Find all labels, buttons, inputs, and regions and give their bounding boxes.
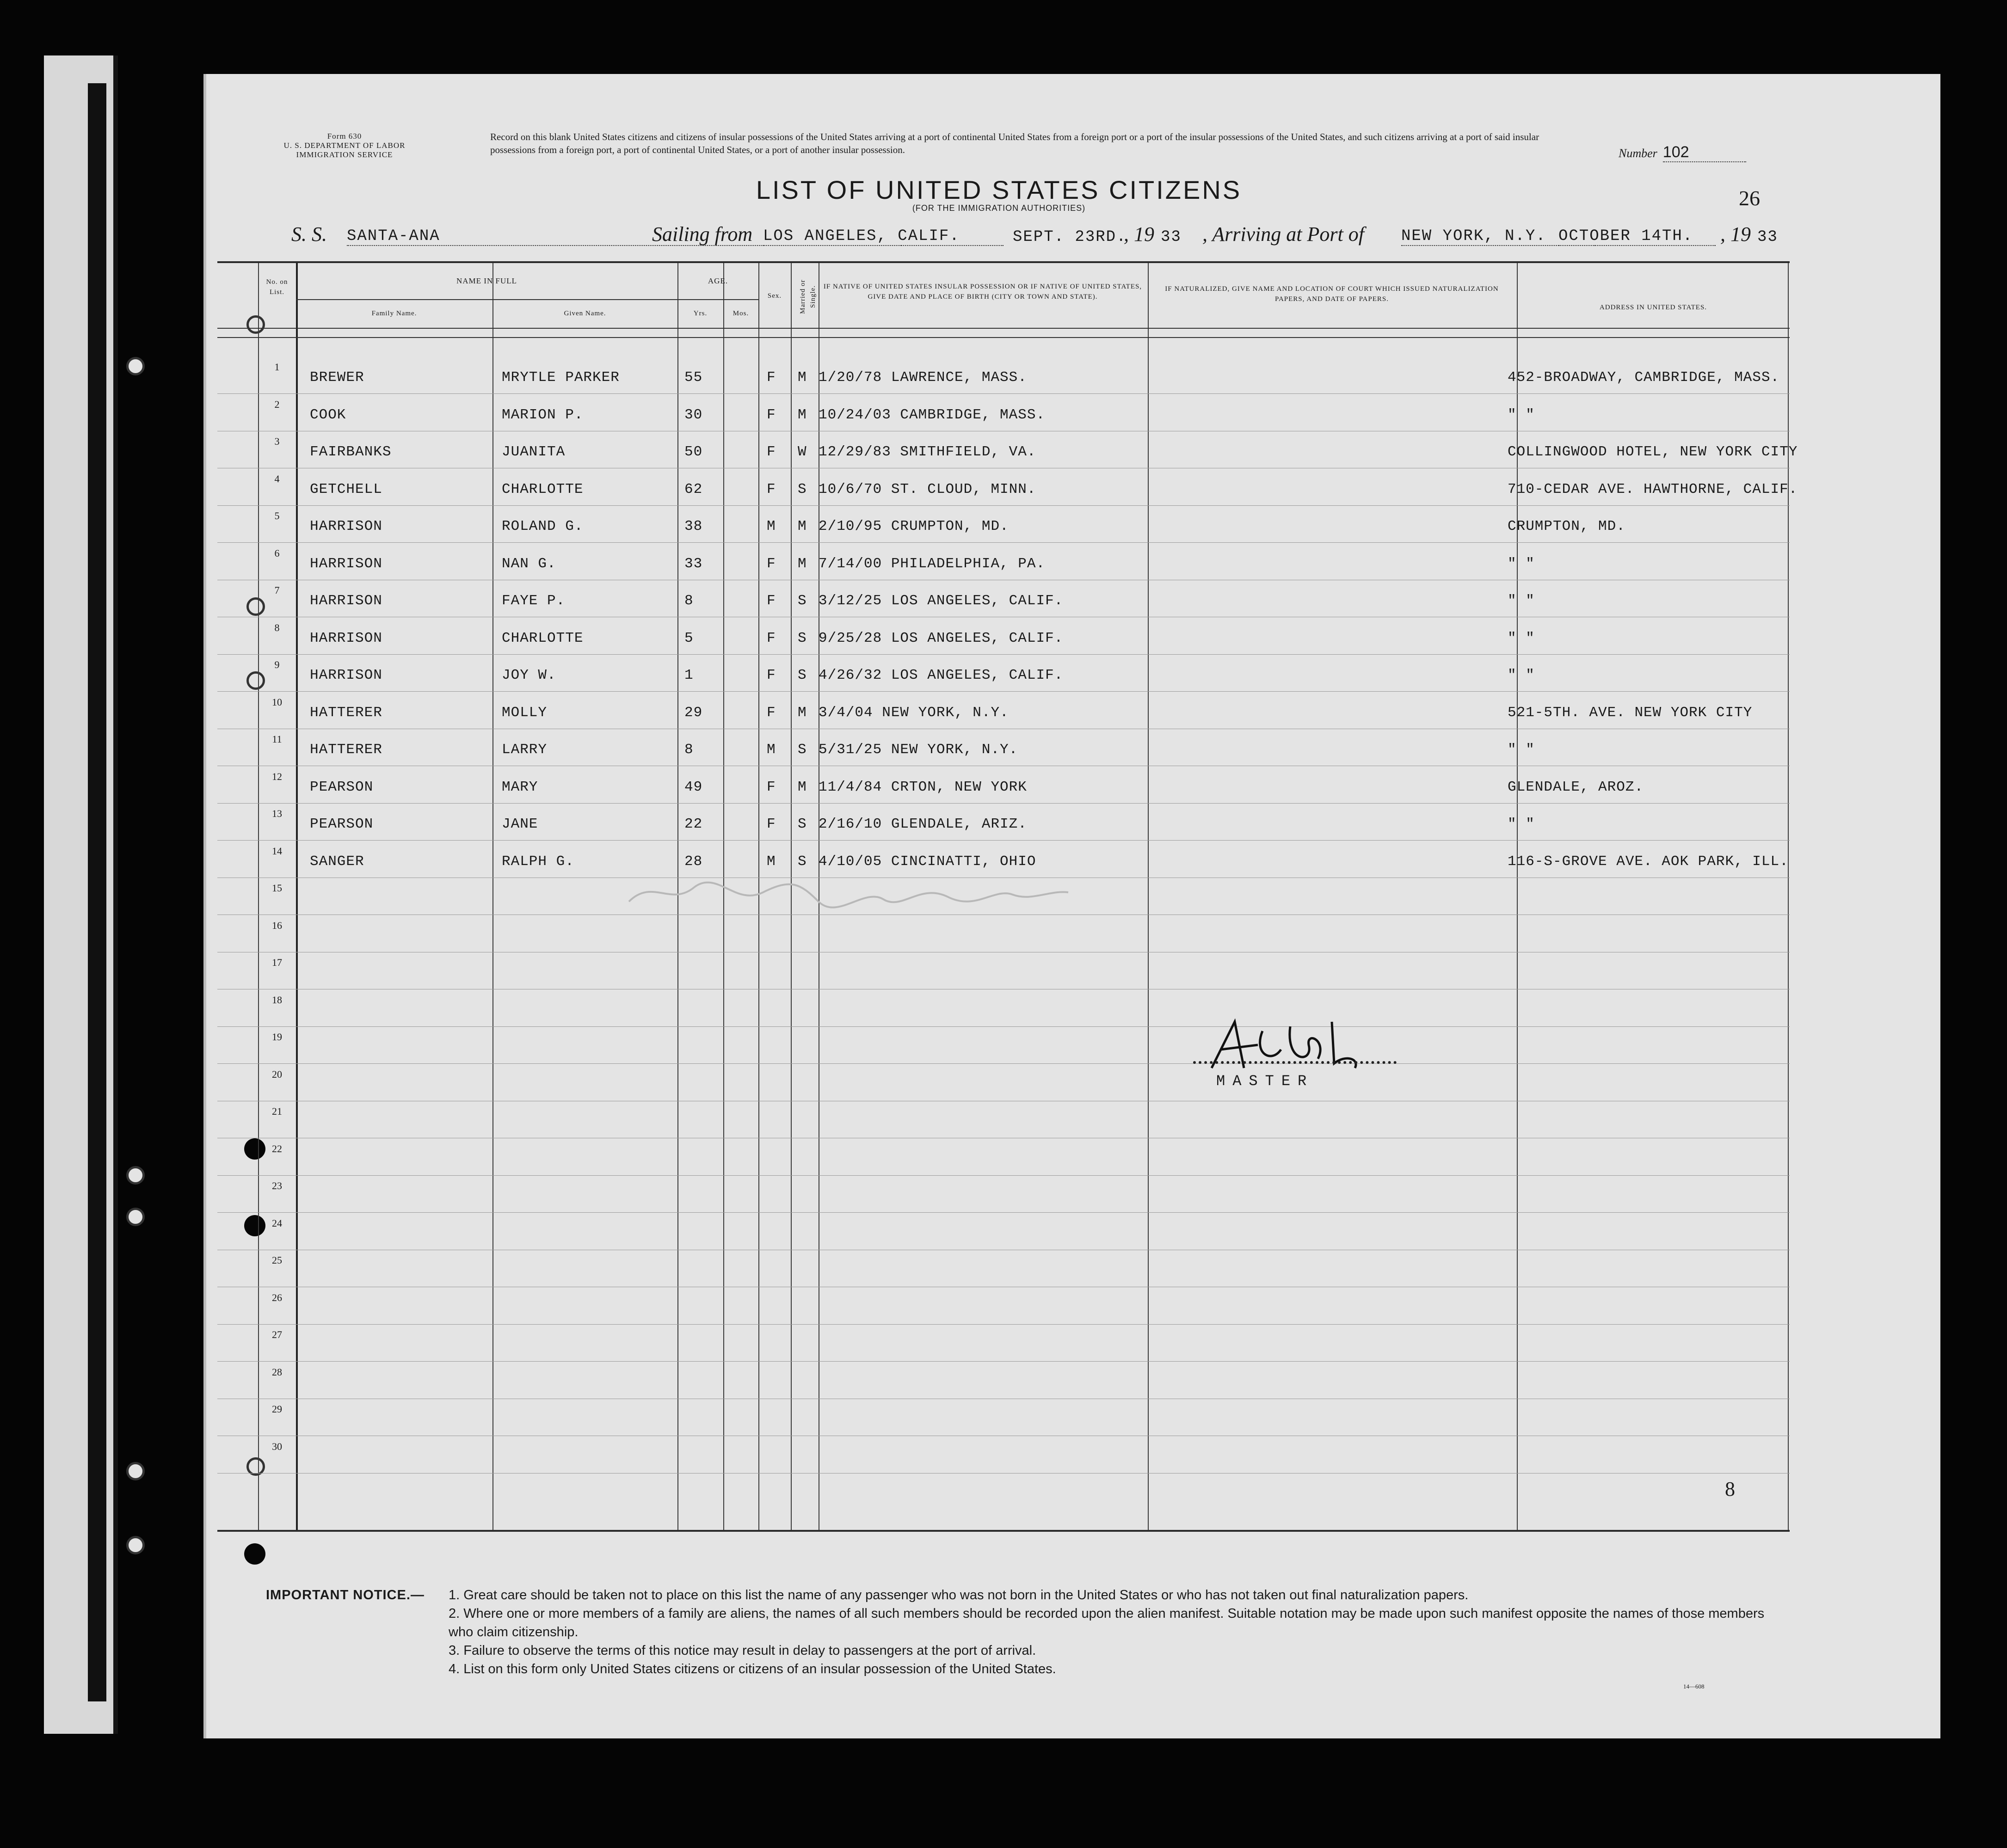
- given-name: RALPH G.: [502, 853, 574, 870]
- marital-status: M: [798, 518, 807, 534]
- page-mark: 8: [1725, 1478, 1735, 1500]
- birth-date-place: 3/4/04 NEW YORK, N.Y.: [819, 704, 1009, 721]
- birth-date-place: 2/16/10 GLENDALE, ARIZ.: [819, 816, 1027, 832]
- sex: F: [767, 593, 776, 609]
- row-rule: [217, 1026, 1790, 1027]
- birth-date-place: 10/24/03 CAMBRIDGE, MASS.: [819, 406, 1046, 423]
- row-number: 4: [274, 473, 280, 485]
- sex: F: [767, 406, 776, 423]
- col-yrs: Yrs.: [693, 310, 708, 317]
- row-number: 28: [272, 1366, 282, 1378]
- us-address: " ": [1508, 742, 1535, 758]
- birth-date-place: 9/25/28 LOS ANGELES, CALIF.: [819, 630, 1064, 646]
- row-number: 21: [272, 1105, 282, 1117]
- marital-status: S: [798, 667, 807, 683]
- age-years: 55: [684, 369, 703, 386]
- birth-date-place: 1/20/78 LAWRENCE, MASS.: [819, 369, 1027, 386]
- sex: F: [767, 779, 776, 795]
- marital-status: M: [798, 369, 807, 386]
- us-address: 116-S-GROVE AVE. AOK PARK, ILL.: [1508, 853, 1789, 870]
- col-no: No. on List.: [266, 278, 288, 296]
- form-code: 14—608: [1683, 1683, 1705, 1690]
- punch-hole: [126, 1462, 145, 1480]
- birth-date-place: 7/14/00 PHILADELPHIA, PA.: [819, 555, 1046, 572]
- row-number: 19: [272, 1031, 282, 1043]
- from-port: LOS ANGELES, CALIF.: [763, 227, 1004, 246]
- service: IMMIGRATION SERVICE: [296, 150, 393, 159]
- notice-lead: IMPORTANT NOTICE.—: [266, 1588, 425, 1602]
- marital-status: M: [798, 406, 807, 423]
- col-mos: Mos.: [733, 310, 749, 317]
- marital-status: M: [798, 779, 807, 795]
- us-address: " ": [1508, 593, 1535, 609]
- family-name: HATTERER: [310, 742, 382, 758]
- us-address: 452-BROADWAY, CAMBRIDGE, MASS.: [1508, 369, 1780, 386]
- marital-status: S: [798, 481, 807, 497]
- us-address: " ": [1508, 667, 1535, 683]
- ss-label: S. S.: [291, 223, 327, 246]
- row-rule: [217, 1324, 1790, 1325]
- row-rule: [217, 803, 1790, 804]
- row-rule: [217, 542, 1790, 543]
- given-name: MARION P.: [502, 406, 584, 423]
- col-given-name: Given Name.: [564, 310, 606, 317]
- sex: F: [767, 704, 776, 721]
- punch-hole: [126, 357, 145, 375]
- sailing-year: 33: [1161, 228, 1182, 246]
- row-rule: [217, 654, 1790, 655]
- given-name: JUANITA: [502, 444, 566, 460]
- us-address: " ": [1508, 630, 1535, 646]
- row-number: 3: [274, 436, 280, 447]
- marital-status: W: [798, 444, 807, 460]
- col-naturalized: IF NATURALIZED, GIVE NAME AND LOCATION OF COURT WHICH ISSUED NATURALIZATION PAPERS, AND DATE OF PAPERS.: [1165, 285, 1499, 303]
- sex: M: [767, 853, 776, 870]
- us-address: " ": [1508, 555, 1535, 572]
- row-number: 26: [272, 1291, 282, 1303]
- col-birth: IF NATIVE OF UNITED STATES INSULAR POSSESSION OR IF NATIVE OF UNITED STATES, GIVE DATE AND PLACE OF BIRTH (CITY OR TOWN AND STATE).: [823, 283, 1142, 301]
- master-signature: [1193, 1013, 1397, 1082]
- marital-status: S: [798, 593, 807, 609]
- us-address: COLLINGWOOD HOTEL, NEW YORK CITY: [1508, 444, 1798, 460]
- given-name: CHARLOTTE: [502, 630, 584, 646]
- family-name: COOK: [310, 406, 346, 423]
- instructions-top: Record on this blank United States citizens and citizens of insular possessions of the United States arriving at a port of continental United States from a foreign port or a port of the insular possessions of the United States, and such citizens arriving at a port of said insular possessions from a foreign port, a port of continental United States, or a port of another insular possession.: [490, 131, 1539, 155]
- given-name: JANE: [502, 816, 538, 832]
- age-years: 28: [684, 853, 703, 870]
- age-years: 50: [684, 444, 703, 460]
- row-number: 11: [272, 733, 282, 745]
- family-name: FAIRBANKS: [310, 444, 392, 460]
- row-number: 15: [272, 882, 282, 894]
- family-name: HARRISON: [310, 518, 382, 534]
- row-number: 30: [272, 1440, 282, 1452]
- row-number: 6: [274, 547, 280, 559]
- row-number: 12: [272, 770, 282, 782]
- age-years: 8: [684, 593, 694, 609]
- sex: M: [767, 518, 776, 534]
- ship-name: SANTA-ANA: [347, 227, 902, 246]
- row-number: 5: [274, 510, 280, 522]
- row-number: 7: [274, 584, 280, 596]
- master-label: MASTER: [1216, 1073, 1314, 1090]
- row-number: 14: [272, 845, 282, 857]
- us-address: " ": [1508, 816, 1535, 832]
- sailing-date: SEPT. 23RD.: [1013, 228, 1127, 246]
- age-years: 29: [684, 704, 703, 721]
- row-rule: [217, 691, 1790, 692]
- given-name: LARRY: [502, 742, 548, 758]
- document-subtitle: (FOR THE IMMIGRATION AUTHORITIES): [912, 203, 1086, 213]
- age-years: 22: [684, 816, 703, 832]
- binder-shadow: [88, 83, 106, 1701]
- sailing-year-prefix: , 19: [1124, 223, 1154, 246]
- family-name: HARRISON: [310, 667, 382, 683]
- notice-items: [449, 1586, 1790, 1678]
- number-value: 102: [1663, 143, 1746, 162]
- list-number: [1619, 143, 1746, 162]
- row-number: 17: [272, 957, 282, 968]
- row-number: 18: [272, 994, 282, 1006]
- given-name: MRYTLE PARKER: [502, 369, 620, 386]
- notice-item: 2. Where one or more members of a family are aliens, the names of all such members should be recorded upon the alien manifest. Suitable notation may be made upon such manifest opposite the names of those members who claim citizenship.: [449, 1606, 1765, 1639]
- row-number: 24: [272, 1217, 282, 1229]
- age-years: 8: [684, 742, 694, 758]
- col-sex: Sex.: [767, 292, 782, 300]
- family-name: HARRISON: [310, 555, 382, 572]
- age-years: 38: [684, 518, 703, 534]
- row-number: 25: [272, 1254, 282, 1266]
- family-name: GETCHELL: [310, 481, 382, 497]
- notice-item: 1. Great care should be taken not to place on this list the name of any passenger who was not born in the United States or who has not taken out final naturalization papers.: [449, 1588, 1469, 1602]
- faint-handwriting: [624, 874, 1077, 915]
- sex: M: [767, 742, 776, 758]
- row-rule: [217, 1361, 1790, 1362]
- binder-edge: [44, 55, 118, 1734]
- row-number: 1: [274, 361, 280, 373]
- punch-hole: [126, 1536, 145, 1554]
- us-address: CRUMPTON, MD.: [1508, 518, 1625, 534]
- row-number: 27: [272, 1329, 282, 1340]
- us-address: " ": [1508, 406, 1535, 423]
- sex: F: [767, 369, 776, 386]
- marital-status: S: [798, 853, 807, 870]
- us-address: GLENDALE, AROZ.: [1508, 779, 1644, 795]
- col-age: AGE.: [708, 276, 728, 285]
- us-address: 710-CEDAR AVE. HAWTHORNE, CALIF.: [1508, 481, 1798, 497]
- punch-hole: [126, 1166, 145, 1185]
- col-family-name: Family Name.: [371, 310, 417, 317]
- birth-date-place: 2/10/95 CRUMPTON, MD.: [819, 518, 1009, 534]
- form-number: Form 630: [327, 132, 362, 141]
- sex: F: [767, 444, 776, 460]
- signature-line: [1193, 1061, 1397, 1064]
- notice-item: 4. List on this form only United States citizens or citizens of an insular possession of the United States.: [449, 1662, 1056, 1676]
- marital-status: M: [798, 555, 807, 572]
- col-address: ADDRESS IN UNITED STATES.: [1599, 304, 1707, 311]
- row-number: 8: [274, 621, 280, 633]
- age-years: 30: [684, 406, 703, 423]
- sex: F: [767, 481, 776, 497]
- department: U. S. DEPARTMENT OF LABOR: [283, 141, 406, 150]
- row-number: 9: [274, 659, 280, 670]
- age-years: 5: [684, 630, 694, 646]
- age-years: 33: [684, 555, 703, 572]
- marital-status: M: [798, 704, 807, 721]
- given-name: MOLLY: [502, 704, 548, 721]
- sex: F: [767, 816, 776, 832]
- sex: F: [767, 630, 776, 646]
- to-port: NEW YORK, N.Y.: [1401, 227, 1595, 246]
- marital-status: S: [798, 816, 807, 832]
- age-years: 62: [684, 481, 703, 497]
- row-rule: [217, 505, 1790, 506]
- row-number: 20: [272, 1068, 282, 1080]
- row-number: 2: [274, 398, 280, 410]
- arrival-year-prefix: , 19: [1720, 223, 1751, 246]
- family-name: HATTERER: [310, 704, 382, 721]
- age-years: 1: [684, 667, 694, 683]
- marital-status: S: [798, 742, 807, 758]
- sheet-number: 26: [1739, 186, 1760, 210]
- sex: F: [767, 667, 776, 683]
- row-number: 16: [272, 919, 282, 931]
- birth-date-place: 3/12/25 LOS ANGELES, CALIF.: [819, 593, 1064, 609]
- age-years: 49: [684, 779, 703, 795]
- row-rule: [217, 1063, 1790, 1064]
- row-rule: [217, 840, 1790, 841]
- arriving-label: , Arriving at Port of: [1202, 223, 1364, 246]
- arrival-date: OCTOBER 14TH.: [1558, 227, 1716, 246]
- col-name-in-full: NAME IN FULL: [456, 276, 517, 285]
- row-rule: [217, 393, 1790, 394]
- family-name: PEARSON: [310, 816, 374, 832]
- given-name: ROLAND G.: [502, 518, 584, 534]
- birth-date-place: 10/6/70 ST. CLOUD, MINN.: [819, 481, 1036, 497]
- notice-item: 3. Failure to observe the terms of this notice may result in delay to passengers at the port of arrival.: [449, 1643, 1036, 1658]
- given-name: FAYE P.: [502, 593, 566, 609]
- given-name: NAN G.: [502, 555, 556, 572]
- given-name: CHARLOTTE: [502, 481, 584, 497]
- row-number: 29: [272, 1403, 282, 1415]
- given-name: JOY W.: [502, 667, 556, 683]
- voyage-line: [291, 221, 1778, 249]
- given-name: MARY: [502, 779, 538, 795]
- family-name: PEARSON: [310, 779, 374, 795]
- family-name: HARRISON: [310, 593, 382, 609]
- row-rule: [217, 1175, 1790, 1176]
- sailing-label: Sailing from: [652, 223, 753, 246]
- col-married-single: Married or Single.: [799, 279, 817, 314]
- us-address: 521-5TH. AVE. NEW YORK CITY: [1508, 704, 1753, 721]
- arrival-year: 33: [1757, 228, 1778, 246]
- document-title: LIST OF UNITED STATES CITIZENS: [756, 175, 1242, 204]
- birth-date-place: 4/10/05 CINCINATTI, OHIO: [819, 853, 1036, 870]
- row-number: 22: [272, 1142, 282, 1154]
- row-number: 23: [272, 1180, 282, 1191]
- birth-date-place: 12/29/83 SMITHFIELD, VA.: [819, 444, 1036, 460]
- number-label: Number: [1619, 147, 1657, 160]
- family-name: HARRISON: [310, 630, 382, 646]
- family-name: BREWER: [310, 369, 364, 386]
- row-rule: [217, 1212, 1790, 1213]
- family-name: SANGER: [310, 853, 364, 870]
- birth-date-place: 11/4/84 CRTON, NEW YORK: [819, 779, 1027, 795]
- sex: F: [767, 555, 776, 572]
- punch-hole: [126, 1208, 145, 1226]
- birth-date-place: 4/26/32 LOS ANGELES, CALIF.: [819, 667, 1064, 683]
- form-header: [273, 132, 416, 160]
- marital-status: S: [798, 630, 807, 646]
- row-number: 10: [272, 696, 282, 708]
- binder-ring: [244, 1543, 265, 1565]
- row-number: 13: [272, 808, 282, 819]
- birth-date-place: 5/31/25 NEW YORK, N.Y.: [819, 742, 1018, 758]
